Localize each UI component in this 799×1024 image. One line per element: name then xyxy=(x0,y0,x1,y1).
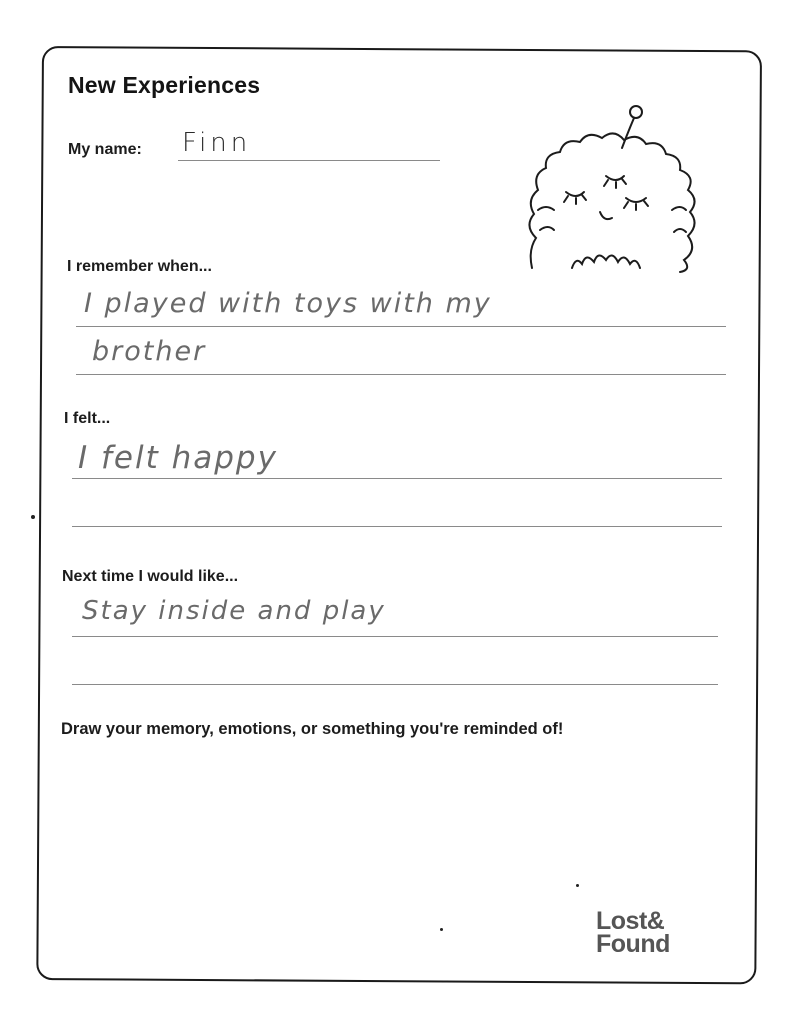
scan-speck xyxy=(31,515,35,519)
name-label: My name: xyxy=(68,141,142,158)
draw-prompt: Draw your memory, emotions, or something you're reminded of! xyxy=(61,720,564,738)
felt-label: I felt... xyxy=(64,410,111,427)
name-line xyxy=(178,160,440,161)
remember-label: I remember when... xyxy=(67,258,212,275)
felt-line-2 xyxy=(72,526,722,527)
remember-line-2 xyxy=(76,374,726,375)
remember-answer-line1[interactable]: I played with toys with my xyxy=(84,288,492,319)
fuzzy-smiling-creature-icon xyxy=(524,100,700,278)
scan-speck xyxy=(576,884,579,887)
worksheet-title: New Experiences xyxy=(68,72,261,98)
next-time-line-2 xyxy=(72,684,718,685)
next-time-label: Next time I would like... xyxy=(62,568,239,585)
felt-answer-line1[interactable]: I felt happy xyxy=(78,440,278,476)
name-value[interactable]: Finn xyxy=(182,128,252,158)
logo-line-1: Lost& xyxy=(596,907,665,935)
scan-speck xyxy=(440,928,443,931)
next-time-line-1 xyxy=(72,636,718,637)
next-time-answer-line1[interactable]: Stay inside and play xyxy=(82,596,386,626)
felt-line-1 xyxy=(72,478,722,479)
lost-and-found-logo xyxy=(596,907,670,958)
remember-answer-line2[interactable]: brother xyxy=(92,336,207,367)
logo-line-2: Found xyxy=(596,930,670,958)
remember-line-1 xyxy=(76,326,726,327)
